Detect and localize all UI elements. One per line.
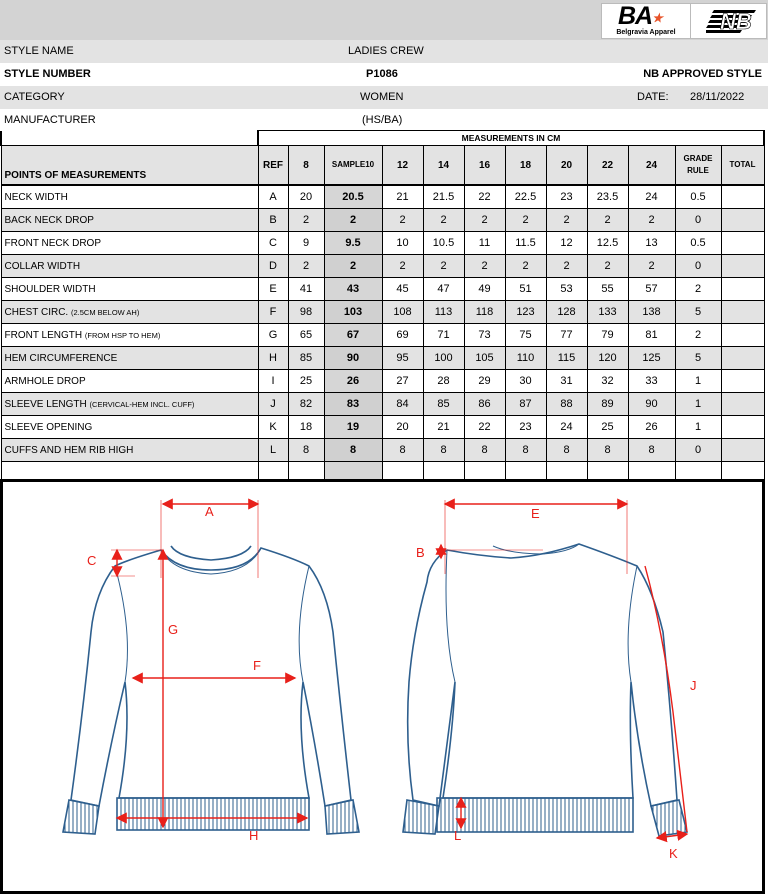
s14-cell: 47	[423, 278, 464, 301]
label-j: J	[690, 678, 697, 693]
s18-cell: 11.5	[505, 232, 546, 255]
s22-cell: 55	[587, 278, 628, 301]
s14-cell: 2	[423, 209, 464, 232]
pom-name: FRONT NECK DROP	[4, 237, 101, 249]
pom-cell	[1, 370, 258, 393]
ref-cell: D	[258, 255, 288, 278]
style-number-label: STYLE NUMBER	[4, 68, 91, 80]
s20-cell: 2	[546, 255, 587, 278]
s20-cell: 128	[546, 301, 587, 324]
s16-cell: 29	[464, 370, 505, 393]
pom-note: (CERVICAL-HEM INCL. CUFF)	[89, 399, 195, 409]
s18-cell: 87	[505, 393, 546, 416]
style-name-row	[0, 40, 768, 63]
new-balance-logo-icon	[706, 8, 760, 34]
s20-cell: 88	[546, 393, 587, 416]
s12-cell: 20	[382, 416, 423, 439]
s22-cell: 32	[587, 370, 628, 393]
category-label: CATEGORY	[4, 91, 65, 103]
s12-cell: 8	[382, 439, 423, 462]
s12-cell: 84	[382, 393, 423, 416]
s8-cell: 25	[288, 370, 324, 393]
grade-rule-header: GRADE RULE	[675, 146, 721, 186]
s14-cell: 21	[423, 416, 464, 439]
measurement-table	[0, 130, 765, 485]
table-row	[1, 393, 764, 416]
s20-cell: 115	[546, 347, 587, 370]
style-number-row	[0, 63, 768, 86]
grade-cell: 0.5	[675, 185, 721, 209]
s24-cell: 81	[628, 324, 675, 347]
s20-cell: 53	[546, 278, 587, 301]
s18-cell: 23	[505, 416, 546, 439]
s16-cell: 73	[464, 324, 505, 347]
s12-cell: 21	[382, 185, 423, 209]
ref-cell: C	[258, 232, 288, 255]
column-header-row	[1, 146, 764, 186]
s18-cell: 51	[505, 278, 546, 301]
s12-cell: 27	[382, 370, 423, 393]
s12-cell: 108	[382, 301, 423, 324]
label-g: G	[168, 622, 179, 637]
header-bar	[0, 0, 768, 40]
s12-cell: 2	[382, 255, 423, 278]
s16-cell: 105	[464, 347, 505, 370]
s8-cell: 82	[288, 393, 324, 416]
pom-cell	[1, 232, 258, 255]
ref-cell: J	[258, 393, 288, 416]
logo-divider	[690, 4, 691, 38]
front-view	[63, 546, 359, 834]
total-cell	[721, 347, 764, 370]
s22-cell: 2	[587, 255, 628, 278]
size-18-header: 18	[505, 146, 546, 186]
s16-cell: 22	[464, 416, 505, 439]
s18-cell: 110	[505, 347, 546, 370]
total-cell	[721, 370, 764, 393]
total-header: TOTAL	[721, 146, 764, 186]
pom-cell	[1, 439, 258, 462]
pom-cell	[1, 393, 258, 416]
grade-cell: 0.5	[675, 232, 721, 255]
sample-cell: 83	[324, 393, 382, 416]
s18-cell: 2	[505, 209, 546, 232]
s24-cell: 33	[628, 370, 675, 393]
s16-cell: 86	[464, 393, 505, 416]
sample-header: SAMPLE10	[324, 146, 382, 186]
s8-cell: 8	[288, 439, 324, 462]
pom-note: (FROM HSP TO HEM)	[84, 330, 161, 340]
s22-cell: 23.5	[587, 185, 628, 209]
s20-cell: 23	[546, 185, 587, 209]
s24-cell: 2	[628, 255, 675, 278]
belgravia-logo-mark: BA★	[618, 2, 662, 30]
grade-cell: 0	[675, 209, 721, 232]
total-cell	[721, 255, 764, 278]
grade-cell: 2	[675, 324, 721, 347]
sample-cell: 9.5	[324, 232, 382, 255]
size-24-header: 24	[628, 146, 675, 186]
grade-cell: 2	[675, 278, 721, 301]
s14-cell: 2	[423, 255, 464, 278]
table-row	[1, 416, 764, 439]
label-e: E	[531, 506, 540, 521]
total-cell	[721, 324, 764, 347]
s8-cell: 9	[288, 232, 324, 255]
total-cell	[721, 209, 764, 232]
sample-cell: 90	[324, 347, 382, 370]
ref-cell: F	[258, 301, 288, 324]
ref-cell: H	[258, 347, 288, 370]
pom-name: HEM CIRCUMFERENCE	[4, 352, 118, 364]
style-name-label: STYLE NAME	[4, 45, 74, 57]
s20-cell: 8	[546, 439, 587, 462]
s22-cell: 8	[587, 439, 628, 462]
garment-sketch	[0, 479, 765, 894]
size-8-header: 8	[288, 146, 324, 186]
table-row	[1, 185, 764, 209]
label-f: F	[253, 658, 261, 673]
s14-cell: 100	[423, 347, 464, 370]
s24-cell: 57	[628, 278, 675, 301]
manufacturer-label: MANUFACTURER	[4, 114, 96, 126]
s16-cell: 22	[464, 185, 505, 209]
s8-cell: 98	[288, 301, 324, 324]
sample-cell: 8	[324, 439, 382, 462]
grade-cell: 1	[675, 393, 721, 416]
total-cell	[721, 393, 764, 416]
pom-cell	[1, 416, 258, 439]
size-12-header: 12	[382, 146, 423, 186]
grade-cell: 0	[675, 439, 721, 462]
table-row	[1, 209, 764, 232]
pom-name: FRONT LENGTH	[4, 329, 83, 341]
pom-note: (2.5CM BELOW AH)	[71, 307, 140, 317]
pom-name: CHEST CIRC.	[4, 306, 69, 318]
label-l: L	[454, 828, 462, 843]
s20-cell: 77	[546, 324, 587, 347]
table-row	[1, 324, 764, 347]
total-cell	[721, 185, 764, 209]
s18-cell: 30	[505, 370, 546, 393]
pom-cell	[1, 278, 258, 301]
size-22-header: 22	[587, 146, 628, 186]
s22-cell: 89	[587, 393, 628, 416]
s22-cell: 79	[587, 324, 628, 347]
table-row	[1, 347, 764, 370]
svg-text:NB: NB	[720, 9, 752, 34]
table-row	[1, 232, 764, 255]
pom-name: ARMHOLE DROP	[4, 375, 86, 387]
ref-cell: K	[258, 416, 288, 439]
category-value: WOMEN	[360, 91, 404, 103]
pom-cell	[1, 209, 258, 232]
sample-cell: 2	[324, 209, 382, 232]
pom-cell	[1, 324, 258, 347]
category-row	[0, 86, 768, 109]
s18-cell: 8	[505, 439, 546, 462]
s20-cell: 31	[546, 370, 587, 393]
s22-cell: 2	[587, 209, 628, 232]
manufacturer-value: (HS/BA)	[362, 114, 403, 126]
s16-cell: 118	[464, 301, 505, 324]
label-c: C	[87, 553, 97, 568]
total-cell	[721, 301, 764, 324]
ref-cell: A	[258, 185, 288, 209]
pom-name: SHOULDER WIDTH	[4, 283, 96, 295]
grade-cell: 5	[675, 347, 721, 370]
s24-cell: 24	[628, 185, 675, 209]
sample-cell: 19	[324, 416, 382, 439]
total-cell	[721, 278, 764, 301]
label-h: H	[249, 828, 259, 843]
ref-cell: B	[258, 209, 288, 232]
ref-cell: L	[258, 439, 288, 462]
s18-cell: 2	[505, 255, 546, 278]
pom-name: COLLAR WIDTH	[4, 260, 81, 272]
s14-cell: 85	[423, 393, 464, 416]
pom-cell	[1, 255, 258, 278]
s8-cell: 18	[288, 416, 324, 439]
table-row	[1, 370, 764, 393]
back-view	[403, 544, 687, 836]
ref-cell: I	[258, 370, 288, 393]
sample-cell: 20.5	[324, 185, 382, 209]
s18-cell: 123	[505, 301, 546, 324]
pom-header: POINTS OF MEASUREMENTS	[1, 146, 258, 186]
pom-cell	[1, 301, 258, 324]
s22-cell: 12.5	[587, 232, 628, 255]
belgravia-logo-name: Belgravia Apparel	[616, 29, 676, 36]
grade-cell: 1	[675, 416, 721, 439]
s18-cell: 75	[505, 324, 546, 347]
grade-cell: 1	[675, 370, 721, 393]
s20-cell: 12	[546, 232, 587, 255]
ref-header: REF	[258, 146, 288, 186]
measurements-title: MEASUREMENTS IN CM	[258, 131, 764, 146]
s16-cell: 8	[464, 439, 505, 462]
s14-cell: 10.5	[423, 232, 464, 255]
s22-cell: 120	[587, 347, 628, 370]
pom-name: BACK NECK DROP	[4, 214, 94, 226]
s8-cell: 2	[288, 255, 324, 278]
size-20-header: 20	[546, 146, 587, 186]
s8-cell: 20	[288, 185, 324, 209]
s22-cell: 25	[587, 416, 628, 439]
s12-cell: 10	[382, 232, 423, 255]
sample-cell: 67	[324, 324, 382, 347]
s14-cell: 8	[423, 439, 464, 462]
label-a: A	[205, 504, 214, 519]
total-cell	[721, 232, 764, 255]
ref-cell: E	[258, 278, 288, 301]
s8-cell: 85	[288, 347, 324, 370]
s24-cell: 125	[628, 347, 675, 370]
size-16-header: 16	[464, 146, 505, 186]
grade-cell: 0	[675, 255, 721, 278]
sample-cell: 43	[324, 278, 382, 301]
pom-name: SLEEVE OPENING	[4, 421, 93, 433]
total-cell	[721, 416, 764, 439]
s24-cell: 8	[628, 439, 675, 462]
dimension-lines	[111, 500, 687, 838]
pom-cell	[1, 185, 258, 209]
table-row	[1, 439, 764, 462]
approved-style-text: NB APPROVED STYLE	[643, 68, 762, 80]
s22-cell: 133	[587, 301, 628, 324]
sample-cell: 26	[324, 370, 382, 393]
sweater-technical-drawing	[3, 482, 762, 891]
s16-cell: 2	[464, 209, 505, 232]
s14-cell: 113	[423, 301, 464, 324]
s8-cell: 2	[288, 209, 324, 232]
s12-cell: 69	[382, 324, 423, 347]
s16-cell: 11	[464, 232, 505, 255]
s20-cell: 24	[546, 416, 587, 439]
size-14-header: 14	[423, 146, 464, 186]
s12-cell: 45	[382, 278, 423, 301]
total-cell	[721, 439, 764, 462]
style-number-value: P1086	[366, 68, 398, 80]
s14-cell: 28	[423, 370, 464, 393]
table-row	[1, 278, 764, 301]
s16-cell: 49	[464, 278, 505, 301]
s24-cell: 90	[628, 393, 675, 416]
table-row	[1, 255, 764, 278]
s16-cell: 2	[464, 255, 505, 278]
grade-cell: 5	[675, 301, 721, 324]
date-label: DATE:	[637, 91, 669, 103]
style-name-value: LADIES CREW	[348, 45, 424, 57]
label-b: B	[416, 545, 425, 560]
pom-name: NECK WIDTH	[4, 191, 68, 203]
s24-cell: 2	[628, 209, 675, 232]
s24-cell: 138	[628, 301, 675, 324]
s8-cell: 65	[288, 324, 324, 347]
measurements-header-row	[1, 131, 764, 146]
manufacturer-row	[0, 109, 768, 132]
logo-box	[601, 3, 767, 39]
pom-cell	[1, 347, 258, 370]
s12-cell: 2	[382, 209, 423, 232]
pom-name: SLEEVE LENGTH	[4, 398, 87, 410]
s8-cell: 41	[288, 278, 324, 301]
date-value: 28/11/2022	[690, 91, 745, 103]
s12-cell: 95	[382, 347, 423, 370]
s14-cell: 71	[423, 324, 464, 347]
pom-name: CUFFS AND HEM RIB HIGH	[4, 444, 134, 456]
s20-cell: 2	[546, 209, 587, 232]
s24-cell: 13	[628, 232, 675, 255]
label-k: K	[669, 846, 678, 861]
s14-cell: 21.5	[423, 185, 464, 209]
belgravia-logo	[604, 4, 688, 38]
s18-cell: 22.5	[505, 185, 546, 209]
table-row	[1, 301, 764, 324]
s24-cell: 26	[628, 416, 675, 439]
sample-cell: 2	[324, 255, 382, 278]
sample-cell: 103	[324, 301, 382, 324]
ref-cell: G	[258, 324, 288, 347]
